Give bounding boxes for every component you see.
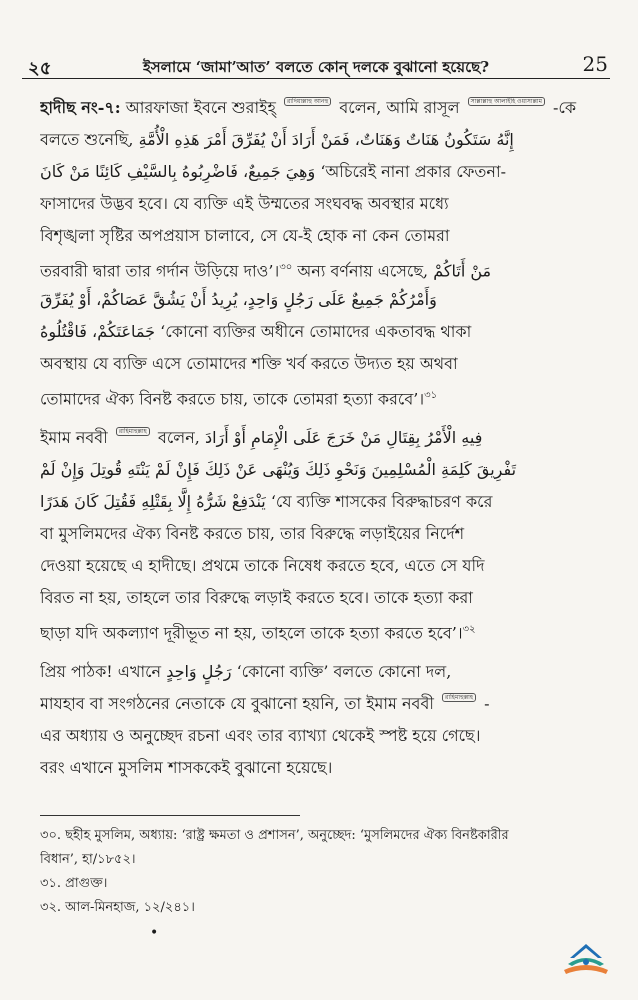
footnote-ref[interactable]: ৩২ (462, 624, 476, 635)
arabic-text: إِنَّهُ سَتَكُونُ هَنَاتٌ وَهَنَاتٌ، فَمَنْ أَرَادَ أَنْ يُفَرِّقَ أَمْرَ هَذِهِ الْأُمَّةِ (138, 130, 514, 149)
page-number-bengali: ২৫ (28, 58, 52, 79)
text-line: তোমাদের ঐক্য বিনষ্ট করতে চায়, তাকে তোমরা হত্যা করবে’।$^{৩১}$ (40, 389, 438, 409)
arabic-text: فِيهِ الْأَمْرُ بِقِتَالِ مَنْ خَرَجَ عَلَى الْإِمَامِ أَوْ أَرَادَ (204, 428, 483, 447)
honorific-rh-icon: রাহিমাহুল্লাহ (442, 693, 476, 702)
arabic-text: جَمَاعَتَكُمْ، فَاقْتُلُوهُ (40, 322, 156, 341)
hadith-label: হাদীছ নং-৭: (40, 98, 121, 117)
honorific-saw-icon: সাল্লাল্লাহু আলাইহি ওয়াসাল্লাম (468, 97, 545, 106)
footnote-ref[interactable]: ৩১ (424, 390, 438, 401)
honorific-rh-icon: রাহিমাহুল্লাহ (116, 427, 150, 436)
text-line: ফাসাদের উদ্ভব হবে। যে ব্যক্তি এই উম্মতের সংঘবদ্ধ অবস্থার মধ্যে (40, 194, 449, 213)
text-line (40, 284, 604, 316)
footnote: ৩১. প্রাগুক্ত। (40, 876, 108, 891)
footnotes (40, 824, 604, 920)
arabic-text: يَنْدَفِعْ شَرُّهُ إِلَّا بِقَتْلِهِ فَقُتِلَ كَانَ هَدَرًا (40, 492, 266, 511)
text-line: وَهِيَ جَمِيعٌ، فَاضْرِبُوهُ بِالسَّيْفِ كَائِنًا مَنْ كَانَ ‘অচিরেই নানা প্রকার ফেতনা- (40, 162, 507, 181)
arabic-text: رَجُلٍ وَاحِدٍ (166, 662, 232, 681)
arabic-text: وَهِيَ جَمِيعٌ، فَاضْرِبُوهُ بِالسَّيْفِ كَائِنًا مَنْ كَانَ (40, 162, 316, 181)
text-line: এর অধ্যায় ও অনুচ্ছেদ রচনা এবং তার ব্যাখ্যা থেকেই স্পষ্ট হয়ে গেছে। (40, 726, 481, 745)
footnote: বিধান’, হা/১৮৫২। (40, 852, 136, 867)
text-line: বিশৃঙ্খলা সৃষ্টির অপপ্রয়াস চালাবে, সে যে-ই হোক না কেন তোমরা (40, 226, 450, 245)
logo-roof-mark (570, 944, 602, 958)
arabic-text: مَنْ أَتَاكُمْ (433, 261, 492, 281)
footnote-divider (40, 815, 300, 816)
text-line: جَمَاعَتَكُمْ، فَاقْتُلُوهُ ‘কোনো ব্যক্তির অধীনে তোমাদের একতাবদ্ধ থাকা (40, 322, 472, 341)
footnote: ৩২. আল-মিনহাজ, ১২/২৪১। (40, 900, 195, 915)
text-line: يَنْدَفِعْ شَرُّهُ إِلَّا بِقَتْلِهِ فَقُتِلَ كَانَ هَدَرًا ‘যে ব্যক্তি শাসকের বিরুদ্ধাচরণ করে (40, 492, 493, 511)
main-text (40, 92, 604, 784)
text-line: দেওয়া হয়েছে এ হাদীছে। প্রথমে তাকে নিষেধ করতে হবে, এতে সে যদি (40, 556, 485, 575)
text-line: বিরত না হয়, তাহলে তার বিরুদ্ধে লড়াই করতে হবে। তাকে হত্যা করা (40, 588, 473, 607)
text-line: বা মুসলিমদের ঐক্য বিনষ্ট করতে চায়, তার বিরুদ্ধে লড়াইয়ের নির্দেশ (40, 524, 465, 543)
running-header (22, 52, 610, 79)
footnote: ৩০. ছহীহ মুসলিম, অধ্যায়: ‘রাষ্ট্র ক্ষমতা ও প্রশাসন’, অনুচ্ছেদ: ‘মুসলিমদের ঐক্য বিনষ্টকারীর (40, 828, 509, 843)
text-line: অবস্থায় যে ব্যক্তি এসে তোমাদের শক্তি খর্ব করতে উদ্যত হয় অথবা (40, 354, 458, 373)
arabic-text: تَفْرِيقَ كَلِمَةِ الْمُسْلِمِينَ وَنَحْوِ ذَلِكَ وَيُنْهَى عَنْ ذَلِكَ فَإِنْ لَمْ يَنْتَهِ قُوتِلَ وَإِنْ لَمْ (40, 460, 517, 479)
text-line: ছাড়া যদি অকল্যাণ দূরীভূত না হয়, তাহলে তাকে হত্যা করতে হবে’।$^{৩২}$ (40, 623, 476, 643)
chapter-title: ইসলামে ‘জামা’আত’ বলতে কোন্ দলকে বুঝানো হয়েছে? (142, 58, 490, 76)
honorific-ra-icon: রাদিয়াল্লাহু আনহু (284, 97, 331, 106)
publisher-logo-icon (560, 942, 612, 980)
text-line: হাদীছ নং-৭: আরফাজা ইবনে শুরাইহ্ রাদিয়াল্লাহু আনহু বলেন, আমি রাসূল সাল্লাল্লাহু আলাইহি ওয়াসাল্লাম -কে (40, 98, 577, 117)
arabic-text: وَأَمْرُكُمْ جَمِيعٌ عَلَى رَجُلٍ وَاحِدٍ، يُرِيدُ أَنْ يَشُقَّ عَصَاكُمْ، أَوْ يُفَرِّقَ (40, 290, 437, 309)
page-dot: • (150, 925, 159, 941)
text-line: তরবারী দ্বারা তার গর্দান উড়িয়ে দাও’।$^{৩০}$ অন্য বর্ণনায় এসেছে, مَنْ أَتَاكُمْ (40, 261, 492, 281)
text-line: বরং এখানে মুসলিম শাসককেই বুঝানো হয়েছে। (40, 758, 333, 777)
logo-base-mark (564, 965, 608, 974)
text-line: মাযহাব বা সংগঠনের নেতাকে যে বুঝানো হয়নি, তা ইমাম নববী রাহিমাহুল্লাহ - (40, 694, 490, 713)
text-line (40, 454, 604, 486)
footnote-ref[interactable]: ৩০ (279, 262, 293, 273)
text-line: বলতে শুনেছি, إِنَّهُ سَتَكُونُ هَنَاتٌ وَهَنَاتٌ، فَمَنْ أَرَادَ أَنْ يُفَرِّقَ أَمْرَ هَذِهِ الْأُمَّةِ (40, 130, 514, 149)
page-number: 25 (582, 52, 608, 76)
logo-center-mark (583, 959, 589, 965)
text-line: ইমাম নববী রাহিমাহুল্লাহ বলেন, فِيهِ الْأَمْرُ بِقِتَالِ مَنْ خَرَجَ عَلَى الْإِمَامِ أَوْ أَرَادَ (40, 428, 483, 447)
text-line: প্রিয় পাঠক! এখানে رَجُلٍ وَاحِدٍ ‘কোনো ব্যক্তি’ বলতে কোনো দল, (40, 662, 452, 681)
